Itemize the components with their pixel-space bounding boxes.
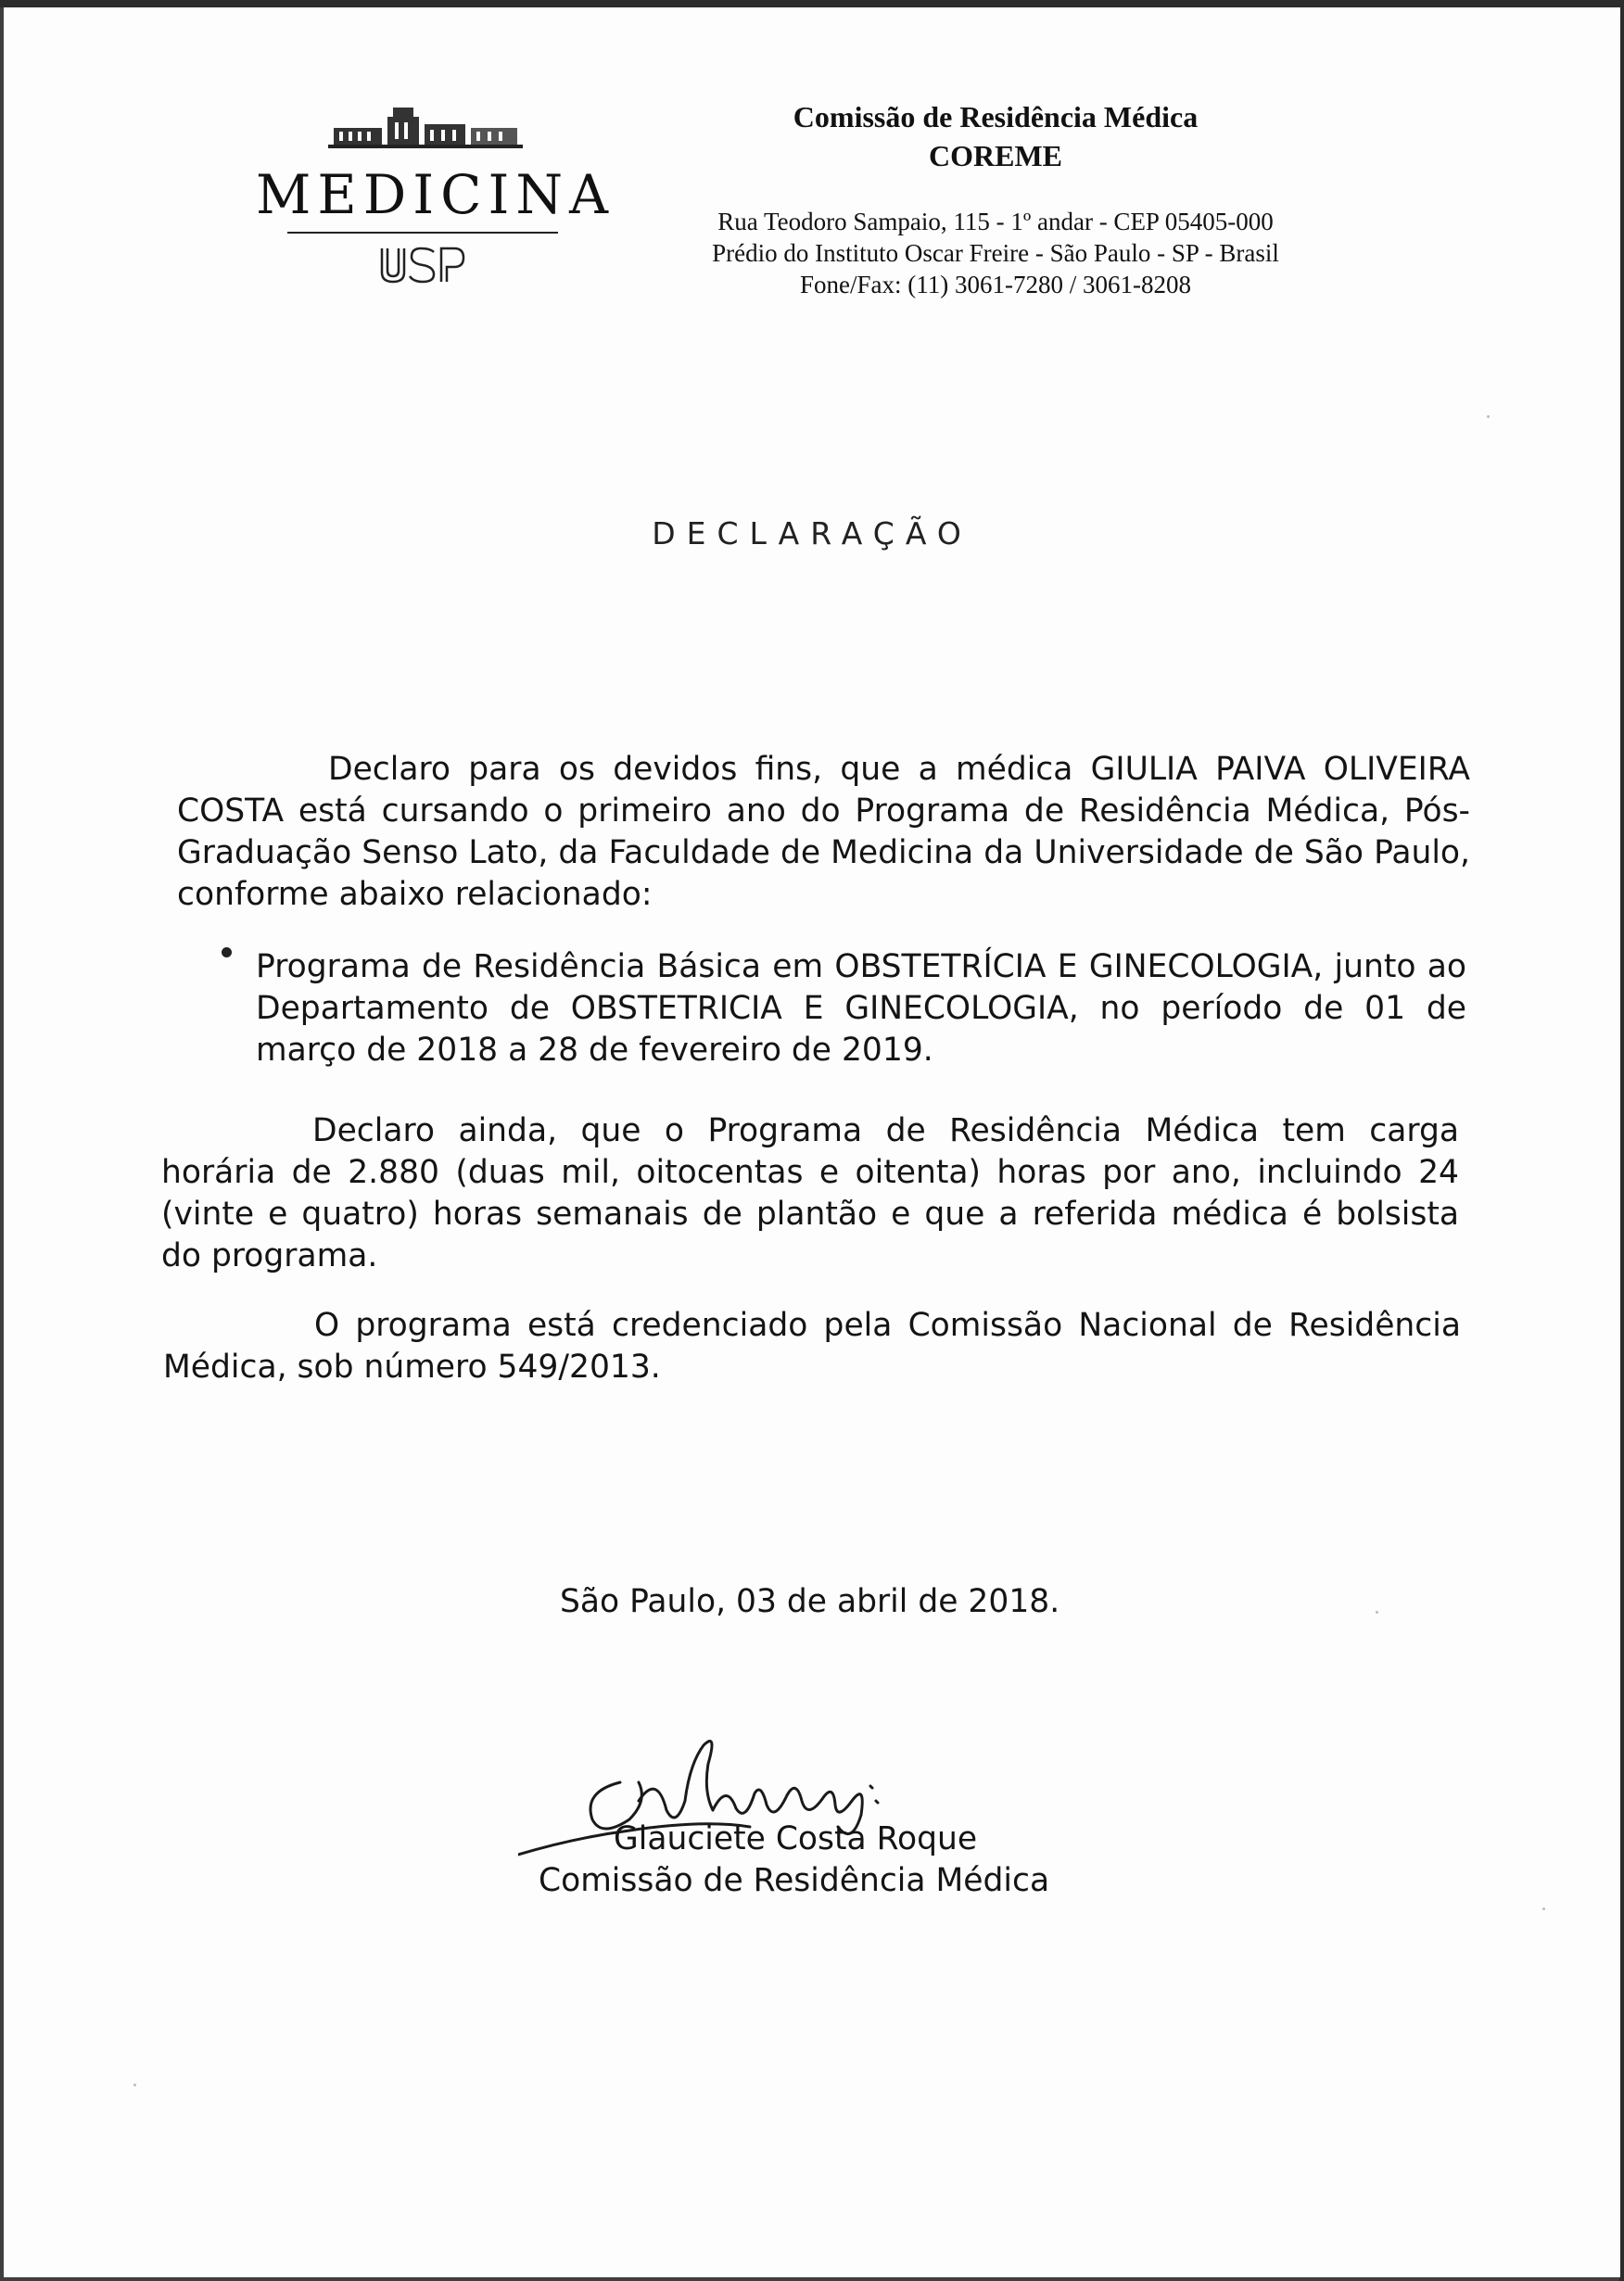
document-title: DECLARAÇÃO — [652, 515, 972, 551]
logo-wordmark: MEDICINA — [256, 163, 615, 226]
bullet-dot-icon — [222, 947, 232, 957]
paragraph-1-text: Declaro para os devidos fins, que a médica GIULIA PAIVA OLIVEIRA COSTA está cursando o primeiro ano do Programa de Residência Médica, Pós-Graduação Senso Lato, da Faculdade de Medicina da Universidade de São Paulo, conforme abaixo relacionado: — [177, 751, 1470, 913]
logo-divider — [287, 232, 558, 234]
document-page — [4, 7, 1620, 2277]
scan-speck — [1487, 415, 1490, 418]
declaration-paragraph-3 — [163, 1305, 1461, 1388]
paragraph-2-text: Declaro ainda, que o Programa de Residência Médica tem carga horária de 2.880 (duas mil, oitocentas e oitenta) horas por ano, incluindo 24 (vinte e quatro) horas semanais de plantão e que a referida médica é bolsista do programa. — [161, 1112, 1459, 1274]
usp-logo-mark — [376, 245, 469, 285]
medicina-usp-logo — [256, 104, 615, 289]
scan-speck — [1376, 1611, 1378, 1614]
faculty-building-icon — [328, 104, 523, 152]
paragraph-3-text: O programa está credenciado pela Comissão Nacional de Residência Médica, sob número 549/2013. — [163, 1307, 1461, 1386]
header-acronym: COREME — [929, 139, 1062, 172]
declaration-paragraph-2 — [161, 1110, 1459, 1277]
header-address-line-1: Rua Teodoro Sampaio, 115 - 1º andar - CEP 05405-000 — [717, 208, 1274, 235]
header-phone-line: Fone/Fax: (11) 3061-7280 / 3061-8208 — [800, 271, 1191, 298]
signatory-name: Glauciete Costa Roque — [614, 1820, 978, 1857]
program-bullet-item: Programa de Residência Básica em OBSTETRÍCIA E GINECOLOGIA, junto ao Departamento de OBSTETRICIA E GINECOLOGIA, no período de 01 de março de 2018 a 28 de fevereiro de 2019. — [256, 948, 1466, 1069]
header-address-line-2: Prédio do Instituto Oscar Freire - São Paulo - SP - Brasil — [712, 239, 1279, 267]
header-organization: Comissão de Residência Médica — [793, 100, 1199, 133]
scan-speck — [133, 2084, 136, 2086]
scan-speck — [1542, 1907, 1545, 1910]
signatory-role: Comissão de Residência Médica — [539, 1862, 1050, 1899]
declaration-paragraph-1 — [177, 749, 1470, 916]
document-date: São Paulo, 03 de abril de 2018. — [560, 1583, 1060, 1620]
scan-border-top — [0, 0, 1624, 7]
